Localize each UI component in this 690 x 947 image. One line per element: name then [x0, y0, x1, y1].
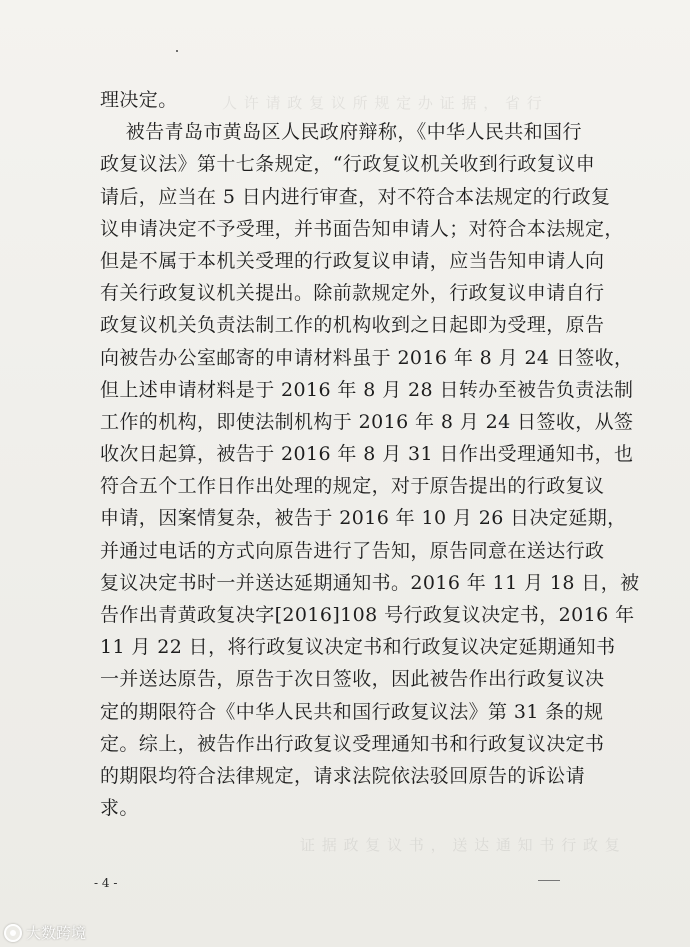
text-line: 复议决定书时一并送达延期通知书。2016 年 11 月 18 日，被 [100, 571, 640, 594]
text-line: 政复议机关负责法制工作的机构收到之日起即为受理，原告 [100, 314, 605, 337]
text-line: 11 月 22 日，将行政复议决定书和行政复议决定延期通知书 [100, 636, 616, 659]
text-line: 申请，因案情复杂，被告于 2016 年 10 月 26 日决定延期， [100, 507, 627, 530]
watermark-text: 大数跨境 [26, 924, 87, 942]
bleed-through-top: 人 许 请 政 复 议 所 规 定 办 证 据 ， 省 行 [222, 94, 543, 112]
text-line: 求。 [100, 797, 139, 820]
text-line: 向被告办公室邮寄的申请材料虽于 2016 年 8 月 24 日签收， [100, 346, 634, 369]
bleed-through-bottom: 证 据 政 复 议 书 ， 送 达 通 知 书 行 政 复 [300, 836, 621, 854]
text-line: 但是不属于本机关受理的行政复议申请，应当告知申请人向 [100, 249, 605, 272]
text-line: 一并送达原告，原告于次日签收，因此被告作出行政复议决 [100, 668, 605, 691]
text-line: 但上述申请材料是于 2016 年 8 月 28 日转办至被告负责法制 [100, 378, 634, 401]
text-line: 收次日起算，被告于 2016 年 8 月 31 日作出受理通知书，也 [100, 443, 634, 466]
scan-speck [176, 50, 178, 52]
margin-mark [538, 880, 560, 881]
text-line: 定的期限符合《中华人民共和国行政复议法》第 31 条的规 [100, 700, 604, 723]
text-line: 工作的机构，即使法制机构于 2016 年 8 月 24 日签收，从签 [100, 410, 634, 433]
text-line: 告作出青黄政复决字[2016]108 号行政复议决定书，2016 年 [100, 604, 635, 626]
logo-icon [4, 924, 22, 942]
text-line: 的期限均符合法律规定，请求法院依法驳回原告的诉讼请 [100, 764, 586, 787]
text-line: 请后，应当在 5 日内进行审查，对不符合本法规定的行政复 [100, 185, 611, 208]
text-line: 理决定。 [100, 89, 178, 111]
watermark [4, 922, 86, 943]
text-line: 定。综上，被告作出行政复议受理通知书和行政复议决定书 [100, 732, 605, 755]
text-line: 政复议法》第十七条规定，“行政复议机关收到行政复议申 [100, 153, 596, 176]
body-text [100, 84, 640, 824]
text-line: 符合五个工作日作出处理的规定，对于原告提出的行政复议 [100, 475, 605, 498]
text-line: 被告青岛市黄岛区人民政府辩称，《中华人民共和国行 [100, 121, 582, 144]
text-line: 议申请决定不予受理，并书面告知申请人；对符合本法规定， [100, 217, 624, 240]
page-number: - 4 - [94, 876, 118, 890]
text-line: 有关行政复议机关提出。除前款规定外，行政复议申请自行 [100, 282, 605, 305]
text-line: 并通过电话的方式向原告进行了告知，原告同意在送达行政 [100, 539, 605, 562]
